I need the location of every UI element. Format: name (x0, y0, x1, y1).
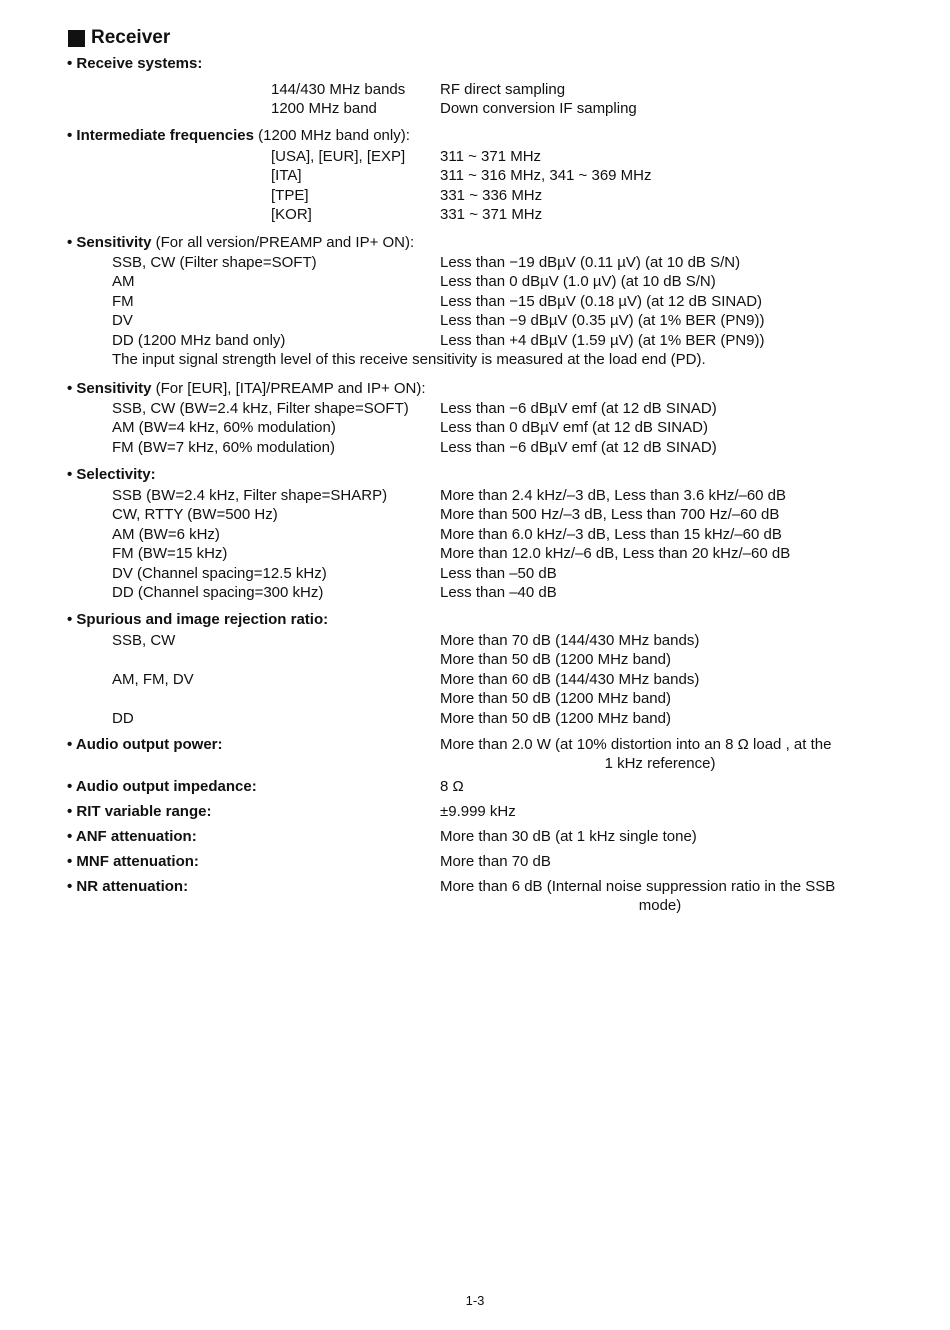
spec-value: 311 ~ 316 MHz, 341 ~ 369 MHz (440, 167, 652, 185)
spec-value: More than 60 dB (144/430 MHz bands) (440, 670, 700, 688)
spec-label: FM (112, 292, 134, 310)
spec-row (0, 505, 950, 524)
spec-row (0, 292, 950, 311)
spec-label: DD (Channel spacing=300 kHz) (112, 584, 324, 601)
spec-value: Less than −9 dBµV (0.35 µV) (at 1% BER (PN9)) (440, 312, 765, 330)
spec-value: More than 2.0 W (at 10% distortion into an 8 Ω load , at the 1 kHz reference) (440, 736, 832, 773)
spec-label: • Audio output impedance: (67, 778, 257, 795)
spec-label: SSB, CW (Filter shape=SOFT) (112, 254, 317, 271)
spec-value: Less than 0 dBµV emf (at 12 dB SINAD) (440, 419, 708, 437)
spec-row (0, 709, 950, 728)
spec-label: AM (BW=6 kHz) (112, 525, 220, 543)
spec-row (0, 438, 950, 457)
spec-label: AM (112, 273, 135, 291)
spec-row (0, 650, 950, 669)
spec-label: 144/430 MHz bands (271, 81, 406, 98)
spec-label: DD (1200 MHz band only) (112, 331, 286, 349)
spec-value: More than 50 dB (1200 MHz band) (440, 709, 671, 727)
spec-row (0, 583, 950, 602)
spec-row (0, 544, 950, 563)
spec-label: DV (112, 312, 133, 330)
spec-label: • MNF attenuation: (67, 853, 199, 870)
spec-value: More than 12.0 kHz/–6 dB, Less than 20 kHz/–60 dB (440, 545, 791, 563)
spec-row (0, 186, 950, 205)
spec-value: Down conversion IF sampling (440, 100, 637, 118)
spec-value: More than 500 Hz/–3 dB, Less than 700 Hz/–60 dB (440, 506, 780, 524)
spec-label: • ANF attenuation: (67, 828, 197, 845)
spec-value: Less than +4 dBµV (1.59 µV) (at 1% BER (PN9)) (440, 331, 765, 349)
spec-row (0, 525, 950, 544)
spec-row (0, 331, 950, 350)
spec-row (0, 99, 950, 118)
spec-value: More than 30 dB (at 1 kHz single tone) (440, 828, 697, 845)
spec-row (0, 253, 950, 272)
spec-row (0, 418, 950, 437)
spec-value: ±9.999 kHz (440, 803, 516, 820)
spec-value: Less than –50 dB (440, 564, 557, 582)
spec-row (0, 311, 950, 330)
spec-value: Less than –40 dB (440, 584, 557, 601)
spec-label: AM (BW=4 kHz, 60% modulation) (112, 419, 336, 437)
spec-label: SSB (BW=2.4 kHz, Filter shape=SHARP) (112, 487, 388, 504)
page-number: 1-3 (465, 1293, 485, 1308)
heading-text: Receiver (91, 27, 171, 48)
spec-value: 8 Ω (440, 778, 464, 795)
spec-value: Less than −6 dBµV emf (at 12 dB SINAD) (440, 400, 717, 417)
spec-value: Less than 0 dBµV (1.0 µV) (at 10 dB S/N) (440, 273, 716, 291)
spec-label: • NR attenuation: (67, 878, 189, 895)
spec-row (0, 399, 950, 418)
spec-value: More than 6.0 kHz/–3 dB, Less than 15 kHz/–60 dB (440, 525, 782, 543)
spec-value: 311 ~ 371 MHz (440, 148, 542, 165)
spec-value: Less than −15 dBµV (0.18 µV) (at 12 dB SINAD) (440, 292, 763, 310)
spec-value: RF direct sampling (440, 81, 566, 98)
section-title: • Intermediate frequencies (1200 MHz band only): (67, 127, 410, 144)
section-title: • Spurious and image rejection ratio: (67, 611, 329, 628)
spec-label: • RIT variable range: (67, 803, 212, 820)
spec-value: More than 50 dB (1200 MHz band) (440, 651, 671, 669)
spec-row (0, 486, 950, 505)
spec-label: FM (BW=15 kHz) (112, 545, 228, 563)
spec-row (0, 205, 950, 224)
spec-value: 331 ~ 371 MHz (440, 206, 543, 224)
section-title: • Selectivity: (67, 466, 156, 483)
spec-row (0, 689, 950, 708)
spec-row (0, 272, 950, 291)
spec-label: AM, FM, DV (112, 670, 194, 688)
black-square-icon (68, 30, 85, 47)
spec-label: CW, RTTY (BW=500 Hz) (112, 506, 278, 524)
spec-label: [ITA] (271, 167, 302, 185)
spec-row (0, 80, 950, 99)
spec-label: 1200 MHz band (271, 100, 377, 118)
spec-row (0, 670, 950, 689)
spec-row (0, 564, 950, 583)
spec-value: More than 50 dB (1200 MHz band) (440, 690, 671, 708)
spec-row (0, 166, 950, 185)
spec-value: More than 70 dB (144/430 MHz bands) (440, 632, 700, 649)
spec-value: More than 70 dB (440, 853, 551, 870)
spec-label: SSB, CW (112, 632, 176, 649)
spec-label: SSB, CW (BW=2.4 kHz, Filter shape=SOFT) (112, 400, 409, 417)
spec-value: More than 6 dB (Internal noise suppression ratio in the SSB mode) (440, 878, 836, 915)
spec-row (0, 631, 950, 650)
spec-value: More than 2.4 kHz/–3 dB, Less than 3.6 kHz/–60 dB (440, 487, 787, 504)
spec-value: Less than −6 dBµV emf (at 12 dB SINAD) (440, 438, 717, 456)
spec-value: Less than −19 dBµV (0.11 µV) (at 10 dB S/N) (440, 254, 741, 271)
section-title: • Sensitivity (For [EUR], [ITA]/PREAMP and IP+ ON): (67, 380, 426, 397)
spec-label: [KOR] (271, 206, 312, 224)
spec-value: 331 ~ 336 MHz (440, 186, 543, 204)
section-heading (68, 27, 170, 49)
spec-label: [USA], [EUR], [EXP] (271, 148, 406, 165)
spec-row (0, 147, 950, 166)
spec-label: FM (BW=7 kHz, 60% modulation) (112, 438, 335, 456)
spec-label: DV (Channel spacing=12.5 kHz) (112, 564, 327, 582)
spec-note: The input signal strength level of this receive sensitivity is measured at the load end (PD). (112, 351, 706, 368)
section-title: • Sensitivity (For all version/PREAMP and IP+ ON): (67, 234, 415, 251)
spec-label: • Audio output power: (67, 736, 223, 753)
spec-label: DD (112, 709, 134, 727)
section-title: • Receive systems: (67, 55, 203, 72)
spec-label: [TPE] (271, 186, 309, 204)
